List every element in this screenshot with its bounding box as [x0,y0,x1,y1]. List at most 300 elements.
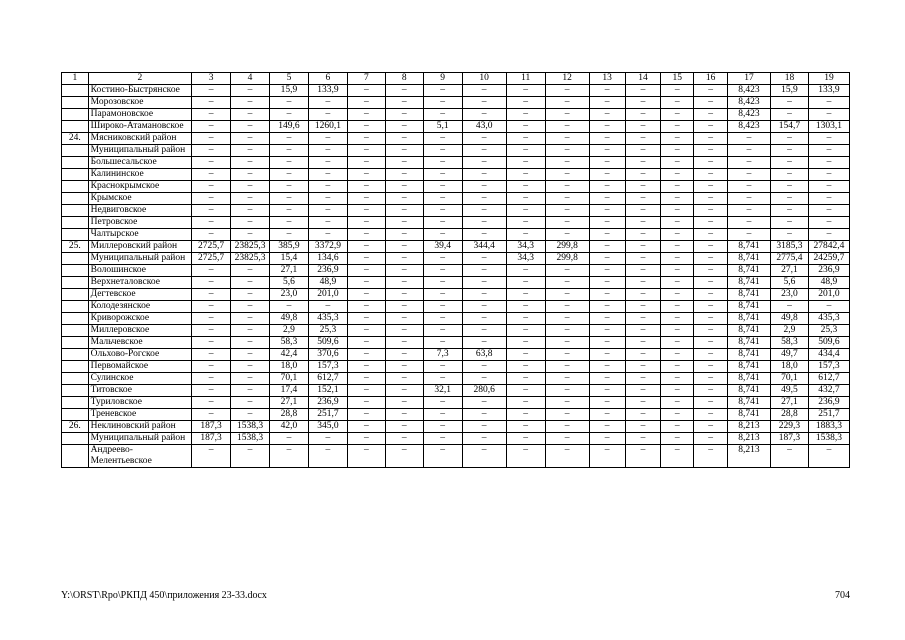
value-cell: 434,4 [808,349,849,361]
value-cell: 612,7 [308,373,347,385]
value-cell: – [694,361,728,373]
value-cell: – [589,445,625,468]
column-header: 5 [270,73,309,85]
value-cell: – [423,421,462,433]
value-cell: – [308,301,347,313]
value-cell: – [423,433,462,445]
column-header: 13 [589,73,625,85]
value-cell: – [545,313,589,325]
value-cell: – [694,349,728,361]
value-cell: – [808,205,849,217]
value-cell: 27,1 [771,265,809,277]
value-cell: – [270,217,309,229]
value-cell: – [694,445,728,468]
value-cell: – [192,337,231,349]
value-cell: – [462,157,506,169]
value-cell: – [270,181,309,193]
value-cell: – [385,301,423,313]
value-cell: – [385,325,423,337]
value-cell: – [625,421,661,433]
row-number-cell [62,193,89,205]
value-cell: – [661,157,694,169]
value-cell: – [385,241,423,253]
value-cell: 49,5 [771,385,809,397]
column-header: 16 [694,73,728,85]
value-cell: 39,4 [423,241,462,253]
value-cell: – [625,157,661,169]
value-cell: – [661,373,694,385]
value-cell: – [727,157,770,169]
table-row [62,97,850,109]
value-cell: – [661,253,694,265]
value-cell: – [462,397,506,409]
settlement-name-cell: Туриловское [88,397,191,409]
value-cell: – [347,433,385,445]
value-cell: – [771,193,809,205]
value-cell: – [462,289,506,301]
row-number-cell: 25. [62,241,89,253]
value-cell: – [625,229,661,241]
table-row [62,289,850,301]
value-cell: 7,3 [423,349,462,361]
row-number-cell [62,289,89,301]
settlement-name-cell: Муниципальный район [88,145,191,157]
value-cell: – [347,205,385,217]
value-cell: – [385,109,423,121]
value-cell: – [385,121,423,133]
value-cell: – [385,277,423,289]
settlement-name-cell: Костино-Быстрянское [88,85,191,97]
value-cell: 25,3 [308,325,347,337]
value-cell: 18,0 [270,361,309,373]
value-cell: – [727,205,770,217]
value-cell: – [694,433,728,445]
value-cell: – [231,229,270,241]
value-cell: – [231,349,270,361]
value-cell: – [625,337,661,349]
value-cell: – [231,373,270,385]
value-cell: – [192,361,231,373]
table-row [62,181,850,193]
table-row [62,349,850,361]
value-cell: – [625,385,661,397]
row-number-cell [62,181,89,193]
value-cell: – [545,145,589,157]
value-cell: – [347,397,385,409]
value-cell: – [808,193,849,205]
value-cell: – [231,145,270,157]
value-cell: – [506,409,545,421]
value-cell: – [727,181,770,193]
value-cell: – [694,241,728,253]
value-cell: – [231,85,270,97]
value-cell: – [625,253,661,265]
value-cell: 236,9 [808,265,849,277]
value-cell: – [506,133,545,145]
value-cell: – [192,217,231,229]
value-cell: – [694,301,728,313]
value-cell: – [661,325,694,337]
table-row [62,217,850,229]
value-cell: – [231,385,270,397]
value-cell: – [808,181,849,193]
value-cell: – [462,229,506,241]
value-cell: – [506,373,545,385]
value-cell: – [661,337,694,349]
value-cell: 70,1 [771,373,809,385]
value-cell: 8,741 [727,349,770,361]
value-cell: – [771,217,809,229]
value-cell: 149,6 [270,121,309,133]
value-cell: – [192,109,231,121]
value-cell: 3185,3 [771,241,809,253]
table-row [62,121,850,133]
value-cell: – [589,193,625,205]
value-cell: – [385,253,423,265]
value-cell: – [545,385,589,397]
value-cell: – [347,373,385,385]
value-cell: – [231,301,270,313]
table-row [62,325,850,337]
value-cell: 5,6 [771,277,809,289]
value-cell: 280,6 [462,385,506,397]
value-cell: 201,0 [808,289,849,301]
value-cell: – [506,157,545,169]
value-cell: – [589,229,625,241]
value-cell: – [308,109,347,121]
table-row [62,85,850,97]
value-cell: – [625,97,661,109]
value-cell: – [462,301,506,313]
value-cell: – [270,97,309,109]
value-cell: – [462,337,506,349]
value-cell: – [462,325,506,337]
value-cell: – [625,181,661,193]
value-cell: – [661,85,694,97]
value-cell: – [347,97,385,109]
row-number-cell: 24. [62,133,89,145]
value-cell: – [589,289,625,301]
row-number-cell [62,409,89,421]
value-cell: – [589,361,625,373]
value-cell: 8,423 [727,97,770,109]
value-cell: – [423,85,462,97]
value-cell: – [231,265,270,277]
value-cell: – [192,385,231,397]
value-cell: – [462,373,506,385]
value-cell: – [661,397,694,409]
value-cell: – [347,85,385,97]
value-cell: – [506,385,545,397]
row-number-cell [62,445,89,468]
table-row [62,361,850,373]
settlement-name-cell: Парамоновское [88,109,191,121]
column-header: 1 [62,73,89,85]
value-cell: – [423,337,462,349]
value-cell: – [347,313,385,325]
table-row [62,313,850,325]
value-cell: – [545,397,589,409]
value-cell: 187,3 [192,433,231,445]
value-cell: – [347,133,385,145]
row-number-cell [62,337,89,349]
value-cell: – [462,145,506,157]
value-cell: – [694,193,728,205]
value-cell: – [625,349,661,361]
value-cell: – [694,373,728,385]
value-cell: – [625,433,661,445]
value-cell: – [545,157,589,169]
value-cell: 63,8 [462,349,506,361]
value-cell: – [661,97,694,109]
value-cell: 509,6 [308,337,347,349]
value-cell: – [771,445,809,468]
value-cell: – [462,217,506,229]
column-header: 4 [231,73,270,85]
value-cell: – [589,169,625,181]
value-cell: – [625,109,661,121]
value-cell: – [506,361,545,373]
value-cell: – [694,205,728,217]
value-cell: – [694,325,728,337]
value-cell: – [192,373,231,385]
value-cell: – [462,205,506,217]
value-cell: – [808,217,849,229]
value-cell: – [625,289,661,301]
value-cell: 25,3 [808,325,849,337]
table-row [62,169,850,181]
value-cell: – [661,145,694,157]
value-cell: – [589,109,625,121]
value-cell: – [462,421,506,433]
value-cell: – [771,229,809,241]
value-cell: – [308,205,347,217]
value-cell: – [231,109,270,121]
column-header: 12 [545,73,589,85]
value-cell: 8,423 [727,121,770,133]
value-cell: 2725,7 [192,241,231,253]
value-cell: 1303,1 [808,121,849,133]
value-cell: – [506,445,545,468]
value-cell: 157,3 [308,361,347,373]
value-cell: – [589,265,625,277]
value-cell: 344,4 [462,241,506,253]
value-cell: – [423,169,462,181]
value-cell: – [771,181,809,193]
value-cell: 8,741 [727,361,770,373]
value-cell: 1538,3 [808,433,849,445]
table-row [62,205,850,217]
value-cell: – [423,361,462,373]
table-row [62,397,850,409]
value-cell: – [385,157,423,169]
value-cell: – [545,349,589,361]
row-number-cell [62,385,89,397]
value-cell: – [506,121,545,133]
value-cell: – [727,217,770,229]
value-cell: 187,3 [771,433,809,445]
value-cell: – [545,133,589,145]
row-number-cell: 26. [62,421,89,433]
value-cell: 42,4 [270,349,309,361]
value-cell: – [423,373,462,385]
settlement-name-cell: Недвиговское [88,205,191,217]
value-cell: – [545,265,589,277]
settlement-name-cell: Мальчевское [88,337,191,349]
value-cell: 133,9 [808,85,849,97]
value-cell: – [625,301,661,313]
value-cell: – [589,373,625,385]
column-header: 15 [661,73,694,85]
value-cell: – [308,181,347,193]
value-cell: 435,3 [308,313,347,325]
value-cell: – [771,133,809,145]
table-row [62,445,850,468]
value-cell: – [506,265,545,277]
value-cell: – [462,361,506,373]
value-cell: – [385,289,423,301]
value-cell: – [661,121,694,133]
value-cell: – [506,217,545,229]
value-cell: – [347,349,385,361]
value-cell: 154,7 [771,121,809,133]
value-cell: – [694,145,728,157]
value-cell: – [771,145,809,157]
value-cell: – [694,421,728,433]
table-row [62,229,850,241]
value-cell: – [347,265,385,277]
settlement-name-cell: Сулинское [88,373,191,385]
value-cell: 49,7 [771,349,809,361]
settlement-name-cell: Колодезянское [88,301,191,313]
column-header: 18 [771,73,809,85]
value-cell: – [506,289,545,301]
value-cell: – [727,229,770,241]
value-cell: – [808,133,849,145]
value-cell: – [347,277,385,289]
value-cell: 23825,3 [231,253,270,265]
value-cell: – [625,373,661,385]
value-cell: – [808,109,849,121]
value-cell: 23825,3 [231,241,270,253]
value-cell: – [625,397,661,409]
value-cell: – [192,301,231,313]
value-cell: – [808,157,849,169]
value-cell: – [423,289,462,301]
settlement-name-cell: Титовское [88,385,191,397]
value-cell: – [727,193,770,205]
value-cell: – [625,409,661,421]
settlement-name-cell: Морозовское [88,97,191,109]
value-cell: – [385,313,423,325]
table-row [62,265,850,277]
value-cell: – [661,217,694,229]
value-cell: – [506,313,545,325]
value-cell: 1260,1 [308,121,347,133]
value-cell: – [694,109,728,121]
value-cell: – [545,109,589,121]
value-cell: 8,741 [727,397,770,409]
value-cell: – [462,277,506,289]
value-cell: – [347,409,385,421]
value-cell: – [506,349,545,361]
settlement-name-cell: Ольхово-Рогское [88,349,191,361]
value-cell: – [231,205,270,217]
value-cell: 299,8 [545,241,589,253]
value-cell: 236,9 [308,397,347,409]
value-cell: 1538,3 [231,421,270,433]
value-cell: – [308,193,347,205]
value-cell: – [462,85,506,97]
value-cell: – [625,193,661,205]
row-number-cell [62,277,89,289]
column-header: 10 [462,73,506,85]
value-cell: – [347,337,385,349]
value-cell: – [771,97,809,109]
value-cell: – [385,205,423,217]
value-cell: 370,6 [308,349,347,361]
value-cell: 27,1 [771,397,809,409]
settlement-name-cell: Верхнеталовское [88,277,191,289]
value-cell: 43,0 [462,121,506,133]
value-cell: – [192,193,231,205]
value-cell: – [270,433,309,445]
value-cell: – [385,361,423,373]
value-cell: – [545,301,589,313]
row-number-cell [62,169,89,181]
value-cell: 8,423 [727,85,770,97]
value-cell: – [347,121,385,133]
value-cell: – [385,349,423,361]
value-cell: – [694,409,728,421]
value-cell: – [192,157,231,169]
table-row [62,157,850,169]
settlement-name-cell: Андреево-Мелентьевское [88,445,191,468]
settlement-name-cell: Муниципальный район [88,253,191,265]
value-cell: 15,4 [270,253,309,265]
column-header: 7 [347,73,385,85]
value-cell: – [506,85,545,97]
value-cell: – [506,169,545,181]
value-cell: – [385,85,423,97]
column-header: 9 [423,73,462,85]
row-number-cell [62,229,89,241]
column-header: 8 [385,73,423,85]
value-cell: – [231,181,270,193]
value-cell: – [771,301,809,313]
value-cell: – [308,145,347,157]
value-cell: – [385,97,423,109]
value-cell: – [192,265,231,277]
value-cell: – [727,133,770,145]
value-cell: – [270,145,309,157]
value-cell: – [694,289,728,301]
value-cell: – [462,109,506,121]
value-cell: 3372,9 [308,241,347,253]
value-cell: – [625,85,661,97]
value-cell: – [462,265,506,277]
value-cell: 1883,3 [808,421,849,433]
value-cell: – [625,325,661,337]
value-cell: – [545,373,589,385]
row-number-cell [62,361,89,373]
value-cell: – [385,145,423,157]
value-cell: – [661,385,694,397]
value-cell: – [462,193,506,205]
value-cell: – [347,241,385,253]
value-cell: – [589,145,625,157]
value-cell: 8,741 [727,409,770,421]
